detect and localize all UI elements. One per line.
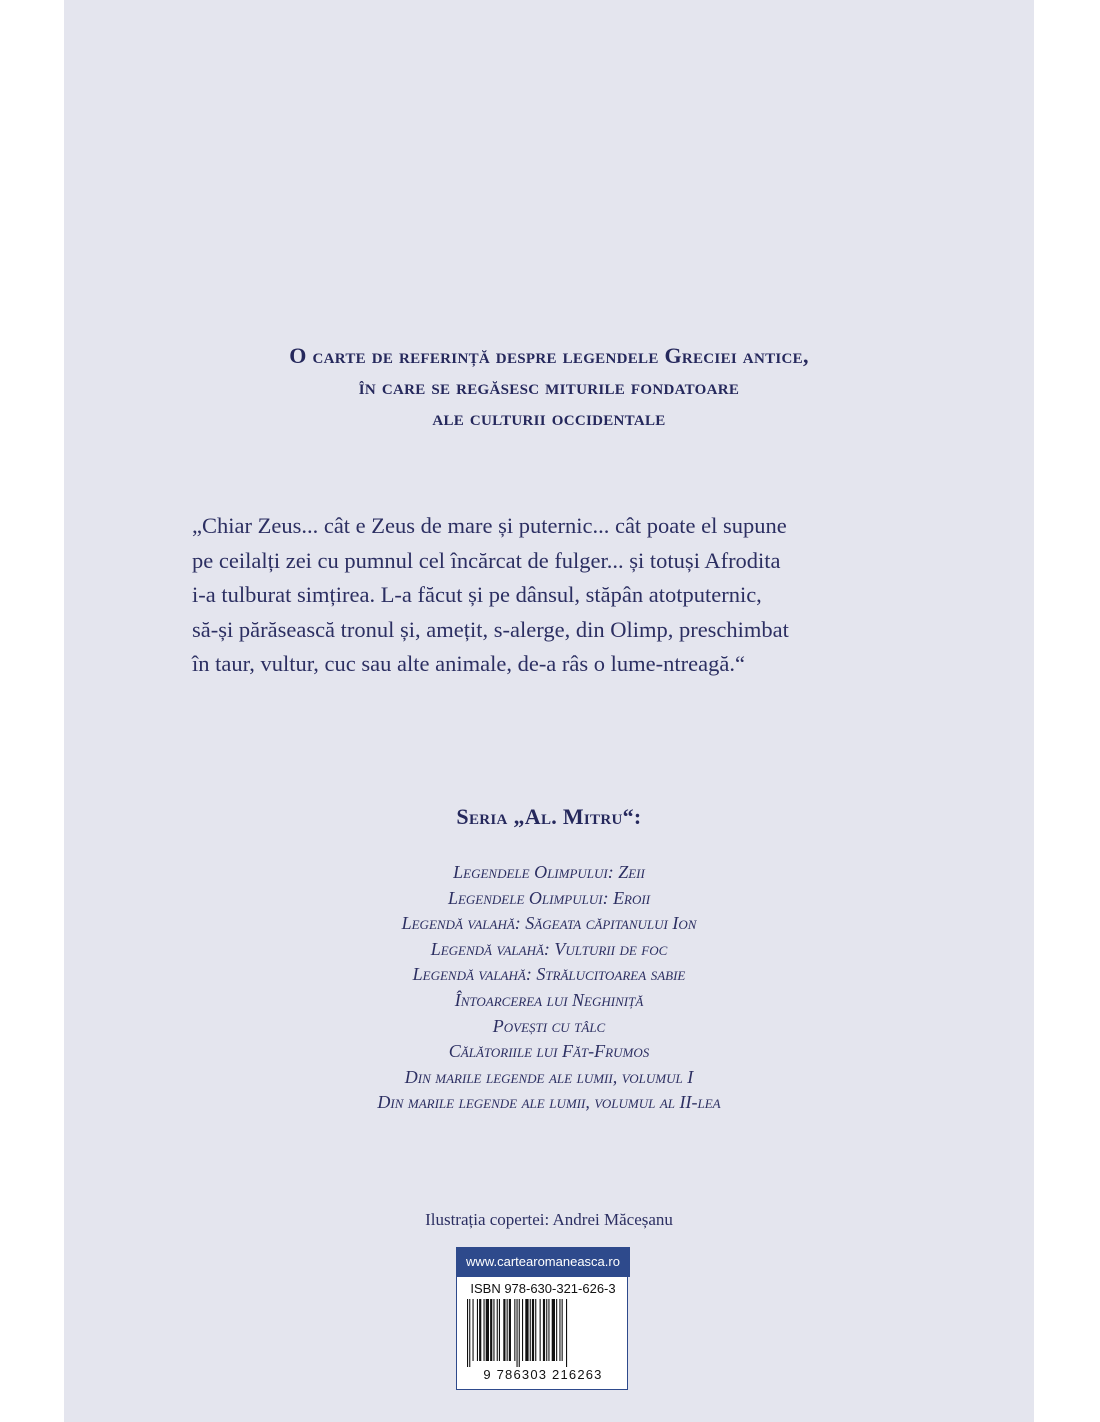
tagline: [64, 340, 1034, 433]
barcode-bar: [479, 1299, 481, 1361]
barcode-bar: [490, 1299, 492, 1361]
quote-line: pe ceilalți zei cu pumnul cel încărcat de fulger... și totuși Afrodita: [192, 547, 781, 573]
tagline-line: în care se regăsesc miturile fondatoare: [358, 374, 740, 399]
barcode-bar: [543, 1299, 545, 1361]
barcode-bar: [514, 1299, 515, 1361]
quote-line: i-a tulburat simțirea. L-a făcut și pe dânsul, stăpân atotputernic,: [192, 582, 762, 607]
barcode-bar: [566, 1299, 567, 1367]
list-item: Legendă valahă: Săgeata căpitanului Ion: [401, 913, 697, 934]
barcode-bar: [467, 1299, 468, 1367]
quote-line: în taur, vultur, cuc sau alte animale, de-a râs o lume-ntreagă.“: [192, 651, 745, 676]
list-item: Legendă valahă: Vulturii de foc: [430, 938, 668, 959]
barcode-bar: [473, 1299, 474, 1361]
barcode-bar: [503, 1299, 505, 1361]
barcode-bar: [469, 1299, 470, 1367]
barcode-bar: [562, 1299, 563, 1361]
barcode-bar: [559, 1299, 560, 1361]
barcode-bar: [519, 1299, 520, 1367]
barcode-bar: [499, 1299, 500, 1361]
illustration-credit: Ilustrația copertei: Andrei Măceșanu: [425, 1210, 673, 1229]
barcode-bar: [486, 1299, 489, 1361]
barcode-bar: [548, 1299, 549, 1361]
barcode-bar: [522, 1299, 523, 1361]
barcode-bar: [535, 1299, 536, 1361]
barcode-bar: [477, 1299, 478, 1361]
barcode-bar: [525, 1299, 528, 1361]
list-item: Din marile legende ale lumii, volumul I: [404, 1066, 694, 1087]
barcode-bar: [530, 1299, 531, 1361]
barcode-bar: [546, 1299, 547, 1361]
quote-line: să-și părăsească tronul și, amețit, s-alerge, din Olimp, preschimbat: [192, 616, 789, 642]
barcode-bar: [532, 1299, 534, 1361]
barcode-bar: [509, 1299, 511, 1361]
barcode-bar: [493, 1299, 494, 1361]
tagline-line: ale culturii occidentale: [432, 405, 666, 430]
series-title: Seria „Al. Mitru“:: [456, 804, 642, 829]
barcode-bar: [507, 1299, 508, 1361]
barcode-bar: [517, 1299, 518, 1367]
isbn-label: ISBN 978-630-321-626-3: [470, 1281, 616, 1296]
list-item: Din marile legende ale lumii, volumul al II-lea: [377, 1092, 721, 1113]
barcode-bar: [552, 1299, 555, 1361]
quote-excerpt: [192, 509, 952, 682]
tagline-line: O carte de referință despre legendele Greciei antice,: [289, 343, 809, 368]
publisher-url-link[interactable]: www.cartearomaneasca.ro: [456, 1247, 630, 1277]
barcode-bar: [484, 1299, 485, 1361]
barcode-bar: [497, 1299, 498, 1361]
list-item: Povești cu tâlc: [492, 1015, 606, 1036]
barcode-bar: [540, 1299, 541, 1361]
isbn-barcode-box: [456, 1276, 628, 1390]
barcode-bar: [556, 1299, 557, 1361]
series-book-list: [64, 860, 1034, 1116]
list-item: Întoarcerea lui Neghiniță: [454, 989, 644, 1010]
list-item: Legendă valahă: Strălucitoarea sabie: [412, 964, 686, 985]
list-item: Călătoriile lui Făt-Frumos: [448, 1041, 650, 1062]
list-item: Legendele Olimpului: Zeii: [453, 862, 645, 882]
book-back-cover: [64, 0, 1034, 1422]
barcode-icon: [465, 1299, 621, 1367]
barcode-digits: 9 786303 216263: [483, 1367, 603, 1382]
quote-line: „Chiar Zeus... cât e Zeus de mare și puternic... cât poate el supune: [192, 513, 787, 538]
list-item: Legendele Olimpului: Eroii: [447, 887, 651, 908]
